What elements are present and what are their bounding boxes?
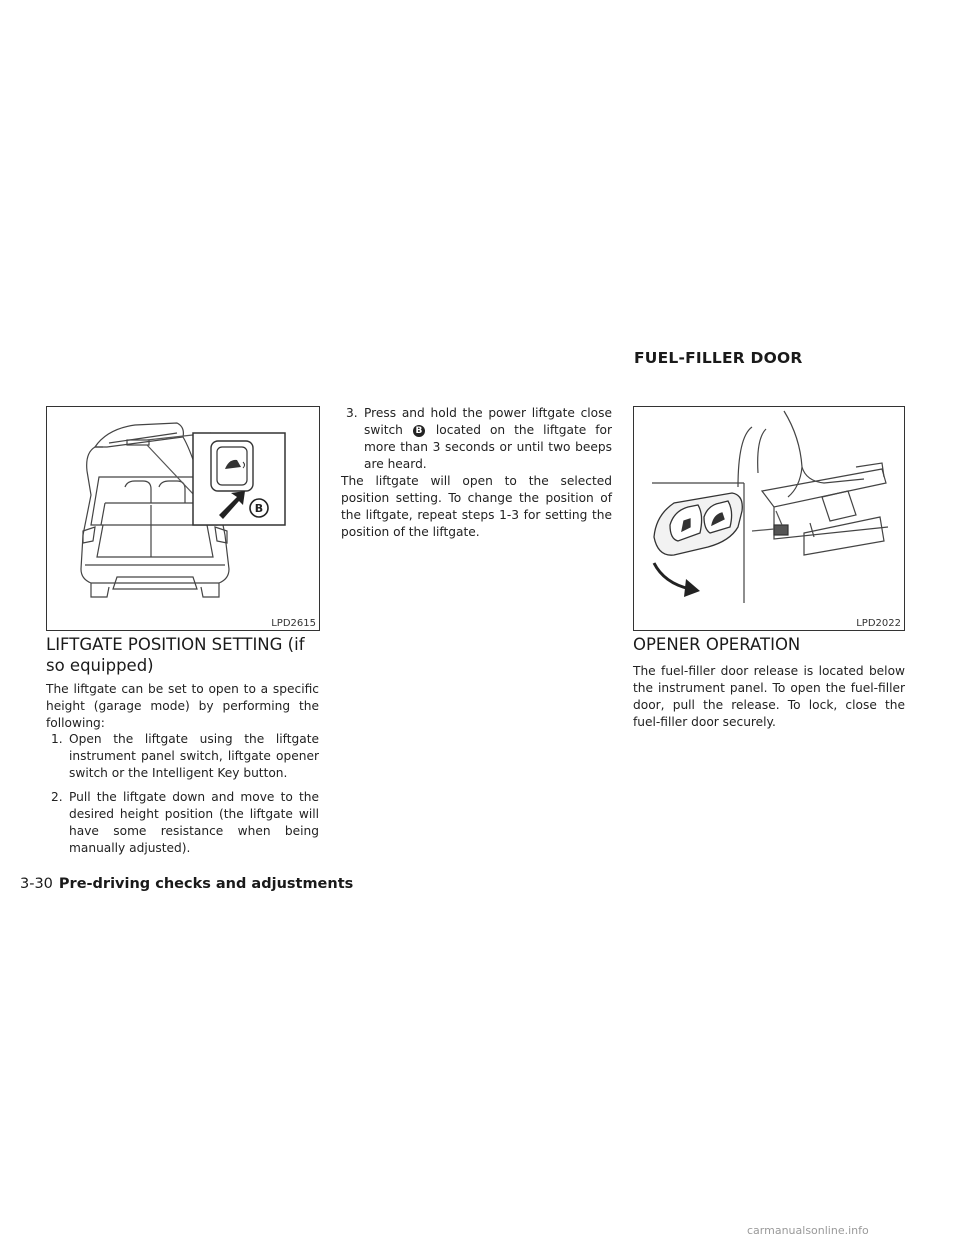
liftgate-figure [46, 406, 320, 631]
step-number: 1. [51, 732, 63, 746]
page-footer [20, 876, 353, 892]
section-title: FUEL-FILLER DOOR [634, 349, 803, 367]
step-2 [51, 789, 319, 857]
step-number: 2. [51, 790, 63, 804]
watermark: carmanualsonline.info [747, 1224, 869, 1237]
fuel-door-illustration [634, 407, 904, 630]
liftgate-heading: LIFTGATE POSITION SETTING (if so equipped) [46, 635, 305, 675]
step-text: Open the liftgate using the liftgate instrument panel switch, liftgate opener switch or the Intelligent Key button. [69, 732, 319, 780]
figure-code: LPD2615 [271, 618, 316, 629]
step-text-before: Press and hold the power liftgate close switch [364, 406, 612, 437]
liftgate-illustration [47, 407, 319, 630]
callout-b-badge: B [413, 425, 425, 437]
figure-code: LPD2022 [856, 618, 901, 629]
page-number: 3-30 [20, 876, 53, 892]
liftgate-closing: The liftgate will open to the selected position setting. To change the position of the liftgate, repeat steps 1-3 for setting the position of the liftgate. [341, 474, 612, 539]
opener-body: The fuel-filler door release is located below the instrument panel. To open the fuel-filler door, pull the release. To lock, close the fuel-filler door securely. [633, 664, 905, 729]
chapter-title: Pre-driving checks and adjustments [58, 876, 354, 892]
step-1 [51, 731, 319, 782]
step-3 [346, 405, 612, 473]
liftgate-intro: The liftgate can be set to open to a specific height (garage mode) by performing the following: [46, 682, 319, 730]
step-text-after: located on the liftgate for more than 3 seconds or until two beeps are heard. [364, 423, 612, 471]
fuel-door-figure [633, 406, 905, 631]
badge-b-label: B [254, 502, 264, 515]
step-text: Pull the liftgate down and move to the desired height position (the liftgate will have some resistance when being manually adjusted). [69, 790, 319, 855]
opener-heading: OPENER OPERATION [633, 635, 801, 654]
step-number: 3. [346, 406, 358, 420]
